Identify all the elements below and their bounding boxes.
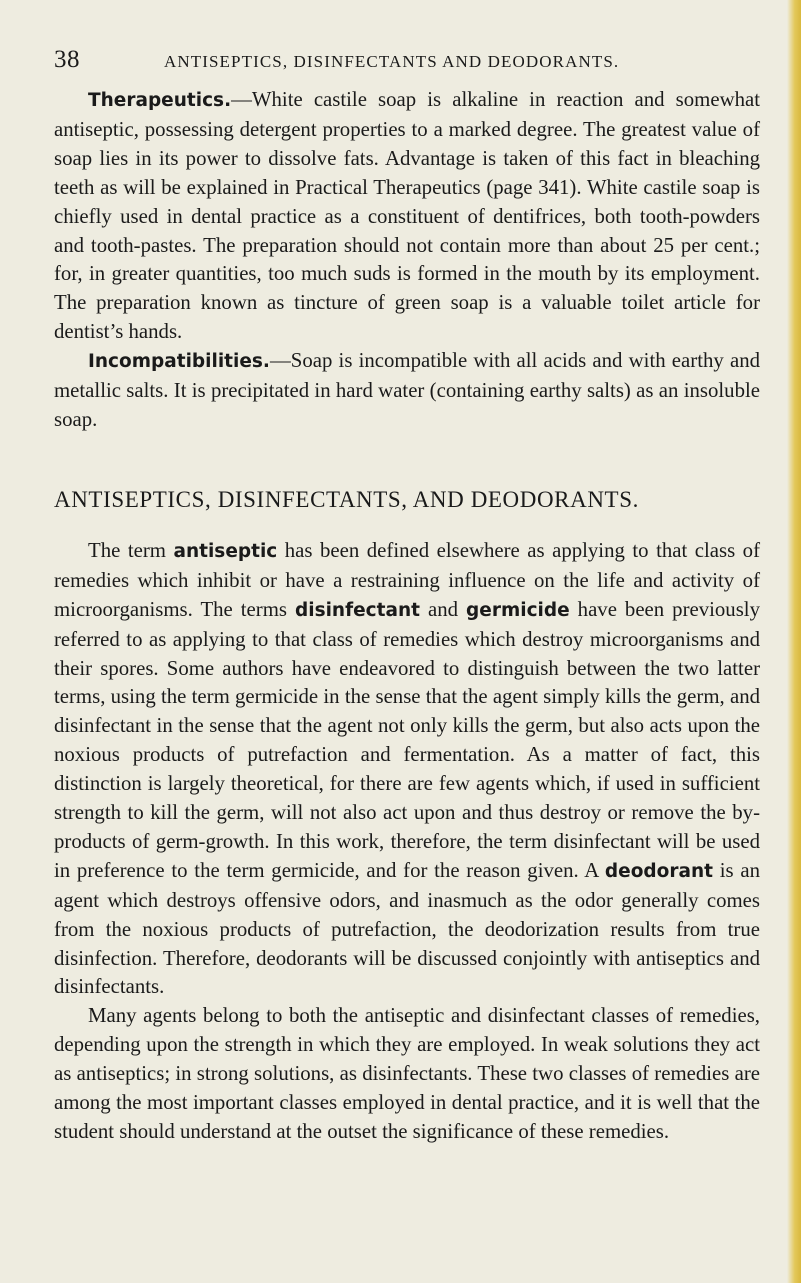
agents-paragraph: Many agents belong to both the antiseptic and disinfectant classes of remedies, depending upon the strength in which they are employed. In weak solutions they act as antiseptics; in strong solutions, as disinfectants. These two classes of remedies are among the most important classes employed in dental practice, and it is well that the student should understand at the outset the significance of these remedies. — [54, 1004, 760, 1143]
running-title: ANTISEPTICS, DISINFECTANTS AND DEODORANTS. — [164, 52, 620, 71]
definitions-text: and — [420, 597, 467, 621]
therapeutics-text: —White castile soap is alkaline in reaction and somewhat antiseptic, possessing detergent properties to a marked degree. The greatest value of soap lies in its power to dissolve fats. Advantage is taken of this fact in bleaching teeth as will be explained in Practical Therapeutics (page 341). White castile soap is chiefly used in dental practice as a constituent of dentifrices, both tooth-powders and tooth-pastes. The preparation should not contain more than about 25 per cent.; for, in greater quantities, too much suds is formed in the mouth by its employment. The preparation known as tincture of green soap is a valuable toilet article for dentist’s hands. — [54, 88, 760, 344]
definitions-text: have been previously referred to as applying to that class of remedies which destroy microorganisms and their spores. Some authors have endeavored to distinguish between the two latter terms, using the term germicide in the sense that the agent simply kills the germ, and disinfectant in the sense that the agent not only kills the germ, but also acts upon the noxious products of putrefaction and fermentation. As a matter of fact, this distinction is largely theoretical, for there are few agents which, if used in sufficient strength to kill the germ, will not also act upon and thus destroy or remove the by-products of germ-growth. In this work, therefore, the term disinfectant will be used in preference to the term germicide, and for the reason given. A — [54, 597, 760, 882]
term-antiseptic: antiseptic — [173, 540, 278, 562]
page-edge — [787, 0, 801, 1283]
definitions-text: is an agent which destroys offensive odors, and inasmuch as the odor generally comes from the noxious products of putrefaction, the deodorization results from true disinfection. Therefore, deodorants will be discussed conjointly with antiseptics and disinfectants. — [54, 858, 760, 999]
definitions-text: has been defined elsewhere as applying to that class of remedies which inhibit or have a restraining influence on the life and activity of microorganisms. The terms — [54, 538, 761, 621]
definitions-paragraph — [54, 537, 760, 1003]
term-germicide: germicide — [466, 599, 570, 621]
term-disinfectant: disinfectant — [294, 599, 420, 621]
definitions-text: The term — [88, 538, 174, 562]
section-heading: ANTISEPTICS, DISINFECTANTS, AND DEODORANTS. — [54, 486, 639, 512]
running-head — [54, 46, 760, 86]
incompatibilities-paragraph — [54, 347, 760, 435]
page-number: 38 — [54, 46, 80, 73]
book-page — [54, 46, 760, 1147]
therapeutics-paragraph — [54, 86, 760, 347]
therapeutics-term: Therapeutics. — [88, 90, 232, 111]
incompatibilities-term: Incompatibilities. — [88, 351, 270, 373]
incompatibilities-text: —Soap is incompatible with all acids and with earthy and metallic salts. It is precipitated in hard water (containing earthy salts) as an insoluble soap. — [54, 349, 760, 431]
term-deodorant: deodorant — [604, 860, 713, 882]
